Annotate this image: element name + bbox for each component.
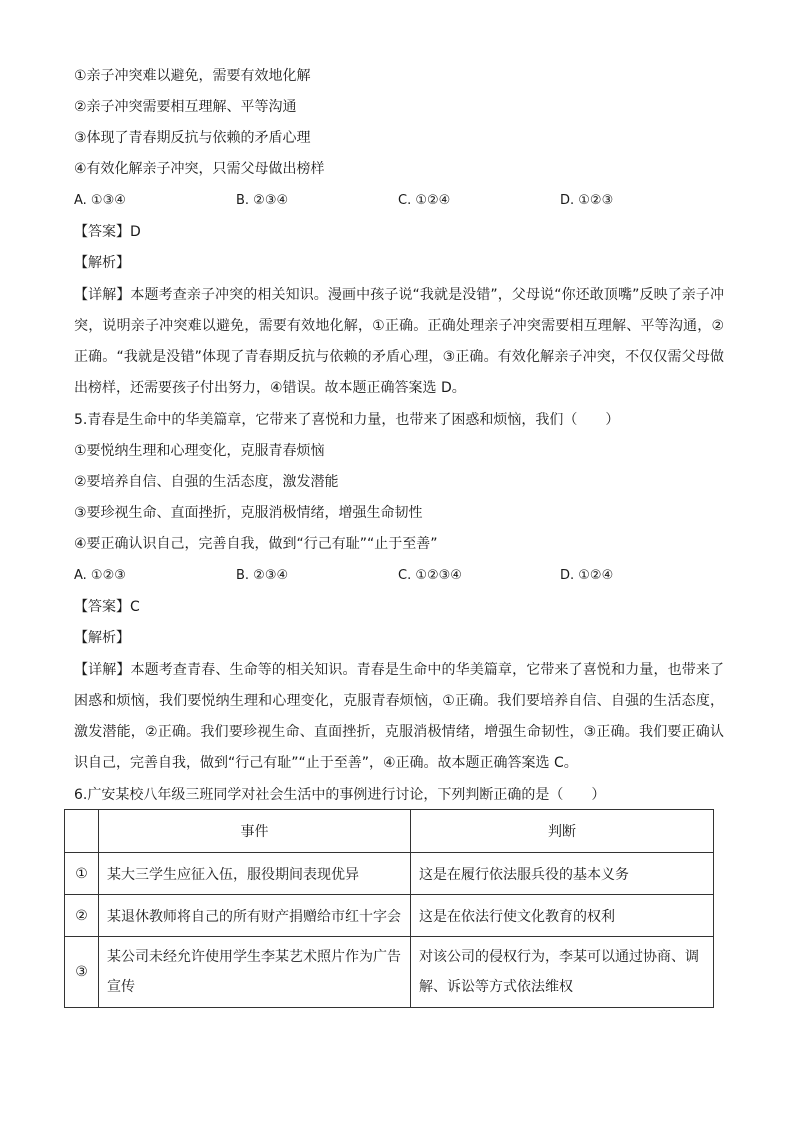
table-row bbox=[65, 895, 714, 937]
q4-detail: 【详解】本题考查亲子冲突的相关知识。漫画中孩子说“我就是没错”，父母说“你还敢顶嘴”反映了亲子冲突，说明亲子冲突难以避免，需要有效地化解，①正确。正确处理亲子冲突需要相互理解、平等沟通，②正确。“我就是没错”体现了青春期反抗与依赖的矛盾心理，③正确。有效化解亲子冲突，不仅仅需父母做出榜样，还需要孩子付出努力，④错误。故本题正确答案选 D。 bbox=[74, 287, 724, 396]
table-header-event: 事件 bbox=[99, 810, 411, 853]
q4-statement-2: ②亲子冲突需要相互理解、平等沟通 bbox=[74, 99, 297, 115]
table-cell-event: 某公司未经允许使用学生李某艺术照片作为广告宣传 bbox=[99, 937, 411, 1008]
q5-statement-2: ②要培养自信、自强的生活态度，激发潜能 bbox=[74, 474, 339, 490]
table-header-judgement: 判断 bbox=[411, 810, 714, 853]
q4-option-d: D. ①②③ bbox=[560, 193, 614, 208]
q4-options bbox=[74, 192, 724, 210]
q4-option-a: A. ①③④ bbox=[74, 193, 126, 208]
q5-options bbox=[74, 567, 724, 585]
table-cell-judgement: 这是在依法行使文化教育的权利 bbox=[411, 895, 714, 937]
answer-value: D bbox=[130, 224, 141, 240]
table-row bbox=[65, 853, 714, 895]
q6-table bbox=[64, 809, 714, 1008]
table-cell-num: ③ bbox=[65, 937, 99, 1008]
q4-statement-3: ③体现了青春期反抗与依赖的矛盾心理 bbox=[74, 130, 311, 146]
table-header-num bbox=[65, 810, 99, 853]
q4-option-b: B. ②③④ bbox=[236, 193, 289, 208]
q5-statement-3: ③要珍视生命、直面挫折，克服消极情绪，增强生命韧性 bbox=[74, 505, 423, 521]
q5-detail: 【详解】本题考查青春、生命等的相关知识。青春是生命中的华美篇章，它带来了喜悦和力量，也带来了困惑和烦恼，我们要悦纳生理和心理变化，克服青春烦恼，①正确。我们要培养自信、自强的生活态度，激发潜能，②正确。我们要珍视生命、直面挫折，克服消极情绪，增强生命韧性，③正确。我们要正确认识自己，完善自我，做到“行己有耻”“止于至善”，④正确。故本题正确答案选 C。 bbox=[74, 662, 724, 771]
answer-label: 【答案】 bbox=[74, 599, 130, 615]
table-row bbox=[65, 937, 714, 1008]
q5-option-c: C. ①②③④ bbox=[398, 568, 462, 583]
table-cell-event: 某退休教师将自己的所有财产捐赠给市红十字会 bbox=[99, 895, 411, 937]
q5-statement-1: ①要悦纳生理和心理变化，克服青春烦恼 bbox=[74, 443, 325, 459]
table-cell-judgement: 这是在履行依法服兵役的基本义务 bbox=[411, 853, 714, 895]
table-header-row bbox=[65, 810, 714, 853]
answer-label: 【答案】 bbox=[74, 224, 130, 240]
q5-option-b: B. ②③④ bbox=[236, 568, 289, 583]
table-cell-judgement: 对该公司的侵权行为，李某可以通过协商、调解、诉讼等方式依法维权 bbox=[411, 937, 714, 1008]
table-cell-num: ② bbox=[65, 895, 99, 937]
q4-answer bbox=[74, 223, 141, 241]
table-cell-num: ① bbox=[65, 853, 99, 895]
q5-option-a: A. ①②③ bbox=[74, 568, 126, 583]
q5-answer bbox=[74, 598, 140, 616]
q5-statement-4: ④要正确认识自己，完善自我，做到“行己有耻”“止于至善” bbox=[74, 536, 438, 552]
q6-stem: 6.广安某校八年级三班同学对社会生活中的事例进行讨论，下列判断正确的是（ ） bbox=[74, 787, 606, 803]
table-cell-event: 某大三学生应征入伍，服役期间表现优异 bbox=[99, 853, 411, 895]
q5-analysis-label: 【解析】 bbox=[74, 630, 130, 646]
q4-statement-4: ④有效化解亲子冲突，只需父母做出榜样 bbox=[74, 161, 325, 177]
q5-stem: 5.青春是生命中的华美篇章，它带来了喜悦和力量，也带来了困惑和烦恼，我们（ ） bbox=[74, 412, 620, 428]
q5-option-d: D. ①②④ bbox=[560, 568, 614, 583]
q4-statement-1: ①亲子冲突难以避免，需要有效地化解 bbox=[74, 68, 311, 84]
q4-option-c: C. ①②④ bbox=[398, 193, 451, 208]
answer-value: C bbox=[130, 599, 140, 615]
q4-analysis-label: 【解析】 bbox=[74, 255, 130, 271]
